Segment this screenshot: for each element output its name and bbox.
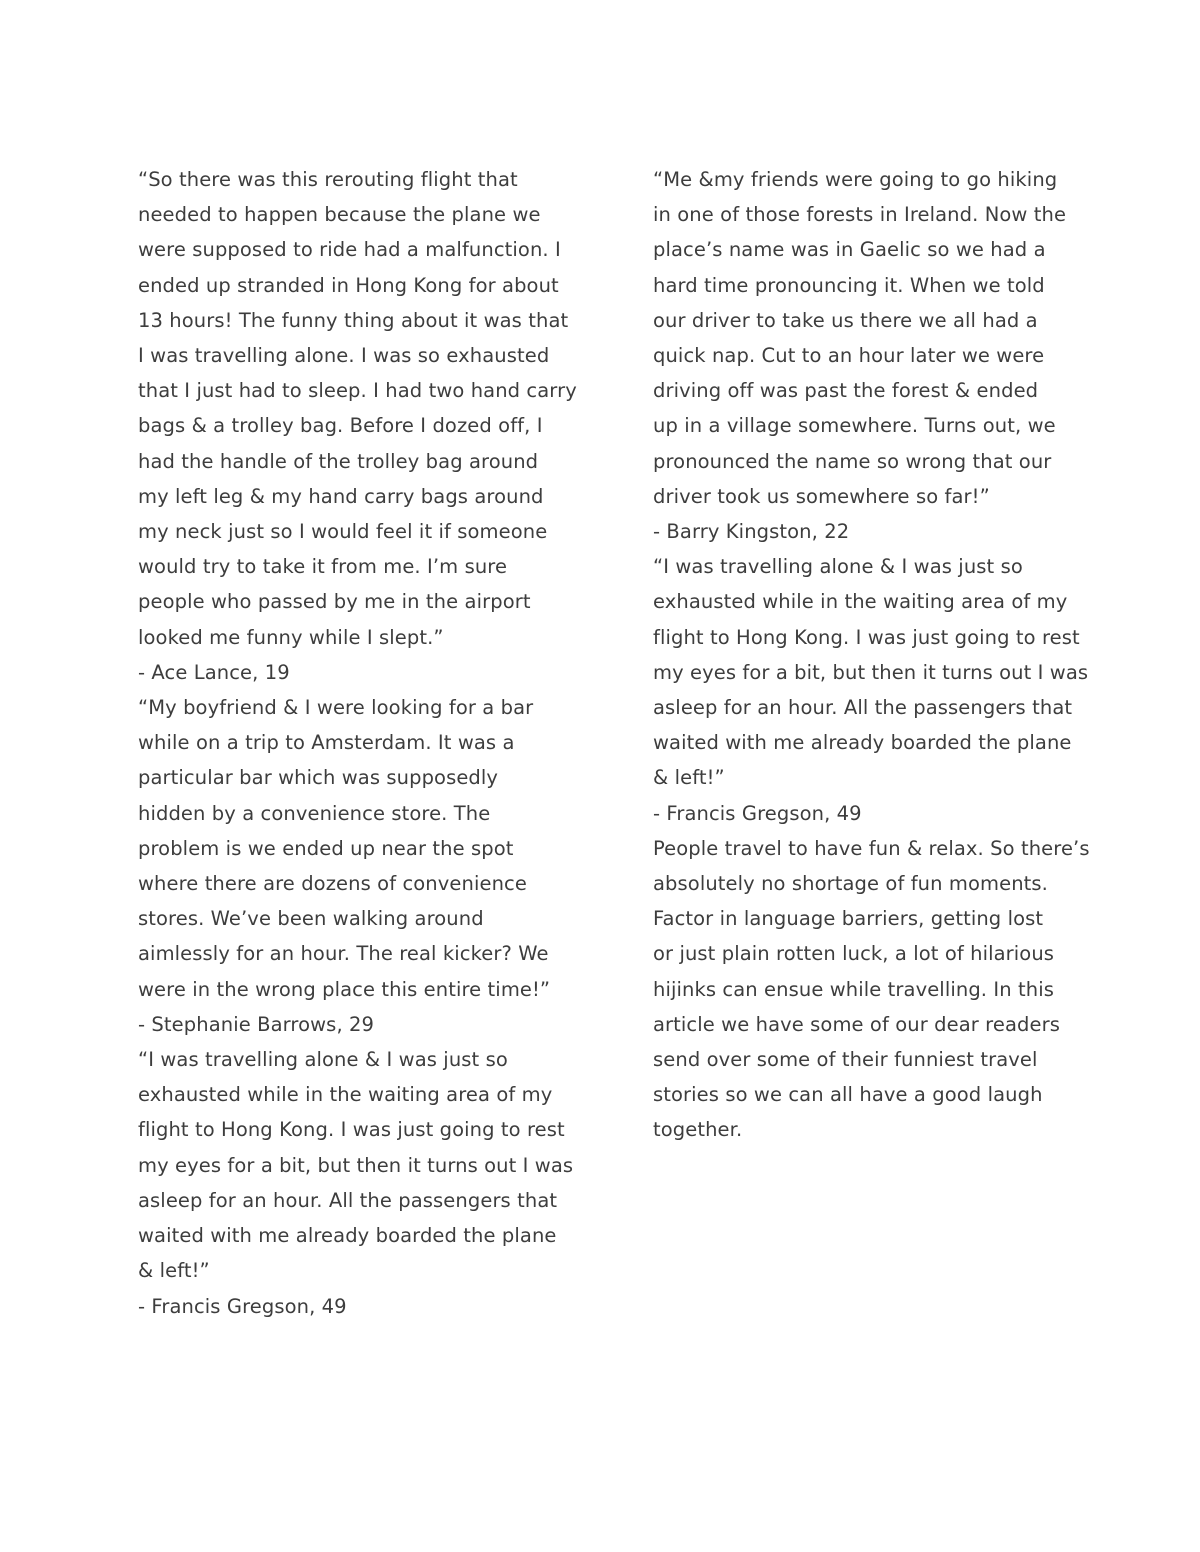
story-line: waited with me already boarded the plane: [138, 1224, 557, 1248]
story-author: - Francis Gregson, 49: [138, 1294, 347, 1318]
story-line: people who passed by me in the airport: [138, 590, 531, 614]
story-line: pronounced the name so wrong that our: [653, 449, 1052, 473]
story-ace-lance: [138, 162, 586, 690]
story-line: exhausted while in the waiting area of my: [653, 590, 1068, 614]
story-line: & left!”: [653, 766, 725, 790]
story-line: flight to Hong Kong. I was just going to rest: [653, 625, 1080, 649]
story-author: - Barry Kingston, 22: [653, 520, 850, 544]
intro-line: People travel to have fun & relax. So there’s: [653, 836, 1090, 860]
story-line: quick nap. Cut to an hour later we were: [653, 344, 1045, 368]
story-line: flight to Hong Kong. I was just going to rest: [138, 1118, 565, 1142]
story-line: aimlessly for an hour. The real kicker? We: [138, 942, 549, 966]
story-line: had the handle of the trolley bag around: [138, 449, 539, 473]
story-line: my left leg & my hand carry bags around: [138, 484, 544, 508]
story-line: driving off was past the forest & ended: [653, 379, 1039, 403]
story-line: my eyes for a bit, but then it turns out I was: [138, 1153, 574, 1177]
story-line: particular bar which was supposedly: [138, 766, 499, 790]
story-line: “So there was this rerouting flight that: [138, 168, 518, 191]
story-author: - Ace Lance, 19: [138, 660, 290, 684]
intro-line: Factor in language barriers, getting lost: [653, 907, 1044, 931]
story-line: up in a village somewhere. Turns out, we: [653, 414, 1056, 438]
story-line: hidden by a convenience store. The: [138, 801, 491, 825]
intro-line: or just plain rotten luck, a lot of hilarious: [653, 942, 1055, 966]
story-line: “I was travelling alone & I was just so: [653, 555, 1023, 579]
story-line: I was travelling alone. I was so exhausted: [138, 344, 550, 368]
story-line: my neck just so I would feel it if someone: [138, 520, 548, 544]
story-line: driver took us somewhere so far!”: [653, 484, 990, 508]
story-line: were supposed to ride had a malfunction. I: [138, 238, 561, 262]
right-column: [653, 162, 1093, 1148]
intro-line: article we have some of our dear readers: [653, 1012, 1060, 1036]
intro-line: hijinks can ensue while travelling. In this: [653, 977, 1054, 1001]
story-line: waited with me already boarded the plane: [653, 731, 1072, 755]
story-line: my eyes for a bit, but then it turns out I was: [653, 660, 1089, 684]
story-line: & left!”: [138, 1259, 210, 1283]
story-line: stores. We’ve been walking around: [138, 907, 484, 931]
story-line: were in the wrong place this entire time!”: [138, 977, 551, 1001]
story-line: problem is we ended up near the spot: [138, 836, 514, 860]
story-line: asleep for an hour. All the passengers that: [653, 696, 1073, 720]
story-line: that I just had to sleep. I had two hand carry: [138, 379, 577, 403]
story-line: our driver to take us there we all had a: [653, 308, 1038, 332]
story-line: bags & a trolley bag. Before I dozed off, I: [138, 414, 543, 438]
story-author: - Stephanie Barrows, 29: [138, 1012, 375, 1036]
intro-line: absolutely no shortage of fun moments.: [653, 872, 1048, 896]
story-francis-gregson: [138, 1042, 586, 1324]
intro-line: together.: [653, 1118, 743, 1142]
story-line: exhausted while in the waiting area of my: [138, 1083, 553, 1107]
intro-line: stories so we can all have a good laugh: [653, 1083, 1043, 1107]
story-francis-gregson-repeat: [653, 549, 1093, 831]
left-column: [138, 162, 586, 1324]
story-stephanie-barrows: [138, 690, 586, 1042]
story-line: place’s name was in Gaelic so we had a: [653, 238, 1046, 262]
story-author: - Francis Gregson, 49: [653, 801, 862, 825]
intro-line: send over some of their funniest travel: [653, 1048, 1038, 1072]
story-line: “I was travelling alone & I was just so: [138, 1048, 508, 1072]
story-line: “My boyfriend & I were looking for a bar: [138, 696, 534, 720]
story-line: looked me funny while I slept.”: [138, 625, 444, 649]
story-line: where there are dozens of convenience: [138, 872, 527, 896]
story-line: ended up stranded in Hong Kong for about: [138, 273, 559, 297]
story-line: 13 hours! The funny thing about it was that: [138, 308, 569, 332]
story-line: would try to take it from me. I’m sure: [138, 555, 508, 579]
story-line: in one of those forests in Ireland. Now the: [653, 203, 1067, 227]
story-line: asleep for an hour. All the passengers that: [138, 1188, 558, 1212]
intro-paragraph: [653, 831, 1093, 1148]
story-line: needed to happen because the plane we: [138, 203, 541, 227]
story-line: “Me &my friends were going to go hiking: [653, 168, 1058, 191]
story-barry-kingston: [653, 162, 1093, 549]
story-line: hard time pronouncing it. When we told: [653, 273, 1045, 297]
story-line: while on a trip to Amsterdam. It was a: [138, 731, 515, 755]
